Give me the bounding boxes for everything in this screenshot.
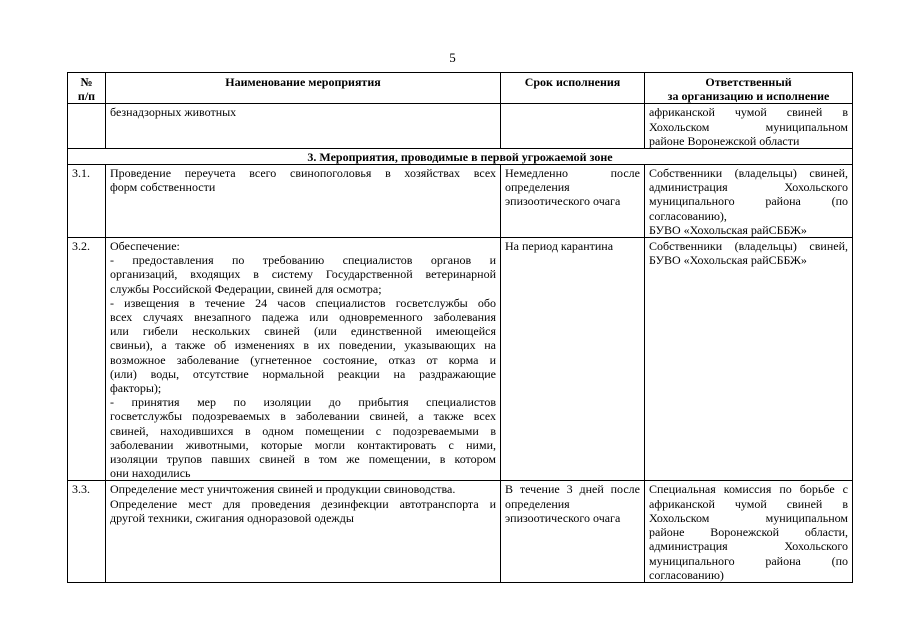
- cell-responsible: Специальная комиссия по борьбе с африканской чумой свиней в Хохольском муниципальном районе Воронежской области, администрация Хохольского муниципального района (по согласованию): [645, 481, 853, 582]
- measures-table: [67, 72, 853, 583]
- table-row-continued: [68, 104, 853, 149]
- cell-deadline: На период карантина: [501, 238, 645, 481]
- cell-number: 3.3.: [68, 481, 106, 582]
- header-number: № п/п: [68, 73, 106, 104]
- table-row: [68, 481, 853, 582]
- cell-number: 3.2.: [68, 238, 106, 481]
- cell-measure-name: безнадзорных животных: [106, 104, 501, 149]
- cell-responsible: африканской чумой свиней в Хохольском муниципальном районе Воронежской области: [645, 104, 853, 149]
- cell-responsible: Собственники (владельцы) свиней, БУВО «Хохольская райСББЖ»: [645, 238, 853, 481]
- cell-measure-name: Определение мест уничтожения свиней и продукции свиноводства. Определение мест для проведения дезинфекции автотранспорта и другой техники, сжигания одноразовой одежды: [106, 481, 501, 582]
- table-row: [68, 165, 853, 238]
- cell-deadline: В течение 3 дней после определения эпизоотического очага: [501, 481, 645, 582]
- cell-measure-name: Обеспечение: - предоставления по требованию специалистов органов и организаций, входящих в систему Государственной ветеринарной службы Российской Федерации, свиней для осмотра; - извещения в течение 24 часов специалистов госветслужбы обо всех случаях внезапного падежа или одновременного заболевания или гибели нескольких свиней (или единственной имеющейся свиньи), а также об изменениях в их поведении, указывающих на возможное заболевание (угнетенное состояние, отказ от корма и (или) воды, отсутствие нормальной реакции на раздражающие факторы); - принятия мер по изоляции до прибытия специалистов госветслужбы подозреваемых в заболевании свиней, а также всех свиней, находившихся в одном помещении с подозреваемыми в заболевании животными, которые могли контактировать с ними, изоляции трупов павших свиней в том же помещении, в котором они находились: [106, 238, 501, 481]
- cell-deadline: Немедленно после определения эпизоотического очага: [501, 165, 645, 238]
- cell-measure-name: Проведение переучета всего свинопоголовья в хозяйствах всех форм собственности: [106, 165, 501, 238]
- header-responsible: Ответственный за организацию и исполнение: [645, 73, 853, 104]
- cell-deadline: [501, 104, 645, 149]
- table-row: [68, 238, 853, 481]
- table-header-row: [68, 73, 853, 104]
- header-deadline: Срок исполнения: [501, 73, 645, 104]
- cell-number: 3.1.: [68, 165, 106, 238]
- cell-responsible: Собственники (владельцы) свиней, администрация Хохольского муниципального района (по согласованию), БУВО «Хохольская райСББЖ»: [645, 165, 853, 238]
- header-measure-name: Наименование мероприятия: [106, 73, 501, 104]
- section-title: 3. Мероприятия, проводимые в первой угрожаемой зоне: [68, 149, 853, 165]
- cell-number: [68, 104, 106, 149]
- section-row: [68, 149, 853, 165]
- page-number: 5: [449, 50, 456, 65]
